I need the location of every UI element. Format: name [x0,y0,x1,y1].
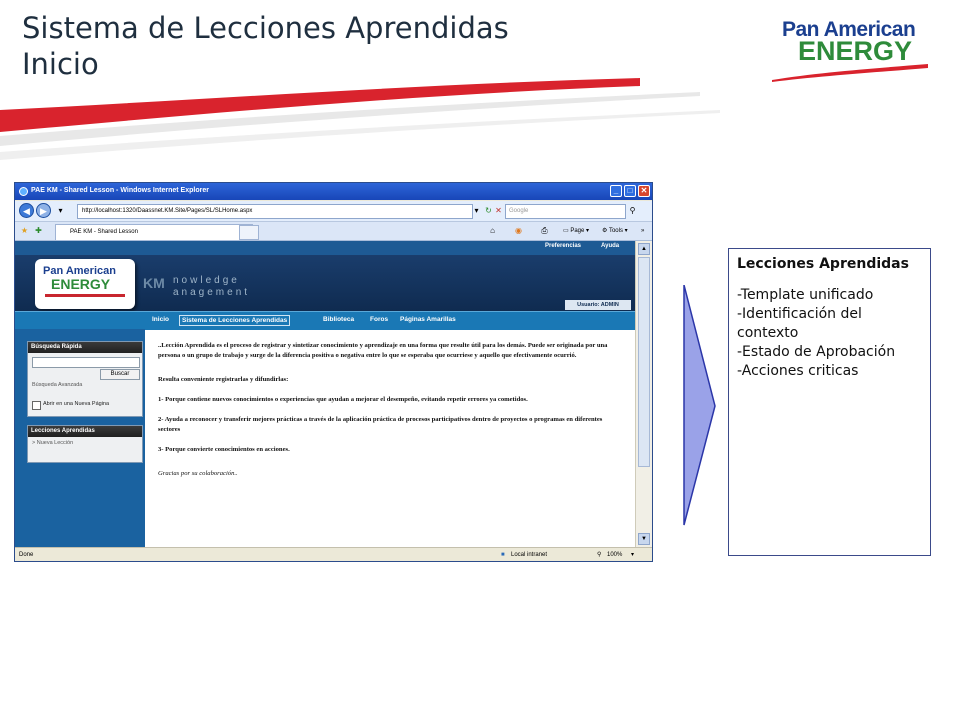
lessons-box [27,425,143,463]
close-button[interactable]: ✕ [638,185,650,197]
zoom-level[interactable]: 100% [607,552,623,558]
content-heading: Resulta conveniente registrarlas y difundirlas: [158,376,289,383]
search-input[interactable]: Google [505,204,626,219]
new-page-label: Abrir en una Nueva Página [43,401,110,407]
brand-logo-line2: ENERGY [798,36,913,66]
scroll-thumb[interactable] [638,257,650,467]
point-1: 1- Porque contiene nuevos conocimientos o experiencias que ayudan a mejorar el desempeño, evitando repetir errores ya cometidos. [158,396,528,403]
brand-logo-line1: Pan American [782,18,916,41]
callout-item: -Estado de Aprobación [737,344,896,360]
km-header [15,255,635,311]
callout-item: -Acciones criticas [737,363,859,379]
status-bar [15,547,652,562]
km-logo [35,259,135,309]
brand-logo-swoosh [770,62,930,82]
browser-window [14,182,653,562]
more-chevron-icon[interactable]: » [641,228,645,234]
km-brand-word1: nowledge [173,275,240,286]
pointer-arrow [682,285,718,527]
preferences-link[interactable]: Preferencias [545,243,582,249]
tab-shared-lesson[interactable]: PAE KM - Shared Lesson [55,224,253,240]
add-favorites-icon[interactable]: ✚ [35,226,42,235]
slide-title-line2: Inicio [22,47,99,81]
page-viewport [15,241,635,547]
point-3: 3- Porque convierte conocimientos en acciones. [158,446,290,453]
tools-menu[interactable]: ⚙ Tools ▾ [602,228,628,234]
stop-icon[interactable]: ✕ [495,206,502,215]
feeds-icon[interactable]: ◉ [515,226,522,235]
km-logo-line2: ENERGY [51,276,111,292]
forward-icon[interactable]: ▶ [36,203,51,218]
advanced-search-link[interactable]: Búsqueda Avanzada [32,382,83,388]
zoom-dropdown-icon[interactable]: ▾ [631,552,635,558]
intro-paragraph: ..Lección Aprendida es el proceso de registrar y sintetizar conocimiento y aprendizaje en una forma que resulte útil para los demás. Puede ser originada por una persona o un grupo de trabajo y surge de la diferencia positiva o negativa entre lo que se esperaba que ocurriese y aquello que efectivamente ocurrió. [158,342,608,359]
print-icon[interactable]: ⎙ [541,226,548,235]
thanks-text: Gracias por su colaboración.. [158,470,238,477]
minimize-button[interactable]: _ [610,185,622,197]
lessons-box-title: Lecciones Aprendidas [28,426,142,437]
callout-item: -Identificación del contexto [737,306,862,341]
help-link[interactable]: Ayuda [601,243,620,249]
refresh-icon[interactable]: ↻ [485,206,492,215]
favorites-icon[interactable]: ★ [20,226,29,235]
vertical-scrollbar[interactable] [635,241,653,547]
quick-search-input[interactable] [32,357,140,368]
home-icon[interactable]: ⌂ [490,226,495,235]
brand-logo [770,16,930,86]
nav-biblioteca[interactable]: Biblioteca [323,316,355,323]
zone-text: Local intranet [511,552,548,558]
status-text: Done [19,552,34,558]
km-content [158,341,626,489]
history-dropdown-icon[interactable]: ▾ [58,206,63,215]
point-2: 2- Ayuda a reconocer y transferir mejores prácticas a través de la aplicación práctica de procesos participativos dentro de proyectos o programas en diferentes sectores [158,416,603,433]
ie-icon [19,187,28,196]
callout-item: -Template unificado [737,287,874,303]
new-lesson-link[interactable]: > Nueva Lección [32,440,74,446]
zoom-icon: ⚲ [597,552,602,558]
url-input[interactable]: http://localhost:1320/Daassnet.KM.Site/Pages/SL/SLHome.aspx [77,204,473,219]
quick-search-title: Búsqueda Rápida [28,342,142,353]
window-title: PAE KM - Shared Lesson - Windows Internet Explorer [31,187,209,194]
scroll-down-icon[interactable]: ▼ [638,533,650,545]
search-button[interactable]: Buscar [100,369,140,380]
back-icon[interactable]: ◀ [19,203,34,218]
callout-title: Lecciones Aprendidas [737,256,909,272]
nav-foros[interactable]: Foros [370,316,389,323]
page-menu[interactable]: ▭ Page ▾ [563,228,590,234]
search-icon[interactable]: ⚲ [629,206,636,215]
url-dropdown-icon[interactable]: ▾ [474,206,479,215]
km-nav [15,311,635,330]
zone-icon: ■ [501,552,505,558]
km-brand-letters: KM [143,275,165,291]
address-bar [15,201,652,222]
nav-lecciones[interactable]: Sistema de Lecciones Aprendidas [179,315,290,326]
quick-search-box [27,341,143,417]
nav-paginas-amarillas[interactable]: Páginas Amarillas [400,316,456,323]
page-menu-label: Page [570,228,585,234]
slide-title-line1: Sistema de Lecciones Aprendidas [22,11,509,45]
scroll-up-icon[interactable]: ▲ [638,243,650,255]
tools-menu-label: Tools [608,228,623,234]
km-topbar [15,241,635,255]
lessons-callout [728,248,931,556]
km-brand-word2: anagement [173,287,251,298]
header-swoosh [0,70,960,180]
nav-inicio[interactable]: Inicio [152,316,169,323]
user-badge: Usuario: ADMIN [565,300,631,310]
km-logo-bar [45,294,125,297]
browser-titlebar [15,183,652,200]
km-sidebar [15,329,145,547]
km-logo-line1: Pan American [43,265,116,277]
new-tab-button[interactable] [239,225,259,240]
new-page-checkbox[interactable] [32,401,41,410]
maximize-button[interactable]: □ [624,185,636,197]
tab-bar [15,222,652,241]
